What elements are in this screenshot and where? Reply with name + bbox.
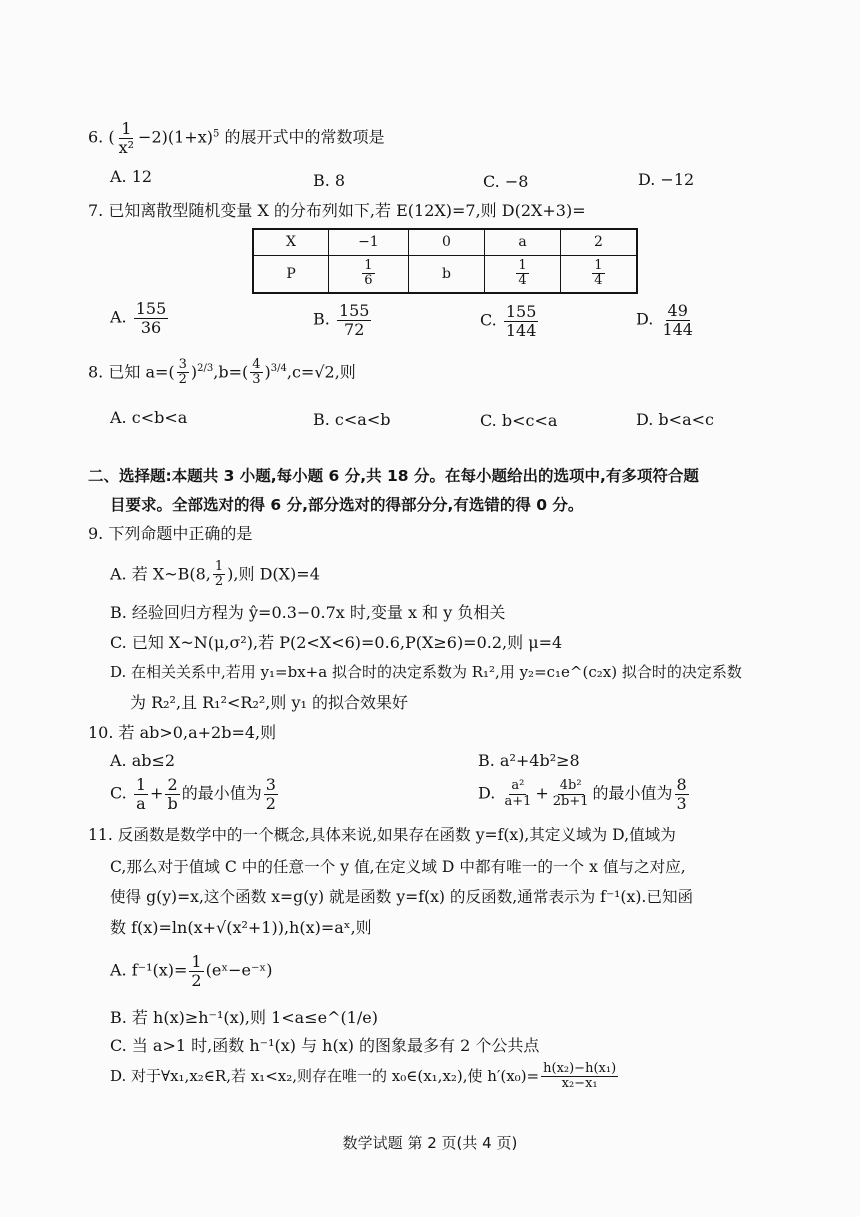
q9-option-c: C. 已知 X~N(μ,σ²),若 P(2<X<6)=0.6,P(X≥6)=0.2,则 μ=4	[110, 633, 563, 652]
q6-option-b: B. 8	[313, 171, 346, 190]
q7-option-d: D. $\frac{49}{144}$	[636, 301, 693, 339]
q9-option-b: B. 经验回归方程为 ŷ=0.3−0.7x 时,变量 x 和 y 负相关	[110, 603, 506, 622]
question-6: 6. ( $\frac{1}{\text{x²}}$ $-2)(1+x)^5$ 的展开式中的常数项是	[88, 119, 385, 157]
q6-number: 6.	[88, 127, 104, 147]
question-11-line3: 使得 g(y)=x,这个函数 x=g(y) 就是函数 y=f(x) 的反函数,通常表示为 f⁻¹(x).已知函	[110, 888, 694, 906]
q7-option-a: A. $\frac{155}{36}$	[110, 299, 167, 337]
question-9-stem: 9. 下列命题中正确的是	[88, 524, 253, 543]
q8-option-a: A. c<b<a	[110, 408, 188, 427]
q6-option-d: D. −12	[638, 170, 695, 189]
question-8: 8. 已知 a=( $\frac{3}{2}$ )$^{2/3}$,b=( $\frac{4}{3}$ )$^{3/4}$,c=√2,则	[88, 357, 356, 388]
section-2-heading-line2: 目要求。全部选对的得 6 分,部分选对的得部分分,有选错的得 0 分。	[110, 496, 584, 514]
q10-option-d: D. $\frac{\text{a²}}{a+1}$ + $\frac{\text{4b²}}{2b+1}$ 的最小值为 $\frac{8}{3}$	[478, 775, 687, 813]
q6-option-a: A. 12	[110, 167, 153, 186]
q10-option-a: A. ab≤2	[110, 751, 176, 770]
q9-option-d-line1: D. 在相关关系中,若用 y₁=bx+a 拟合时的决定系数为 R₁²,用 y₂=c₁e^(c₂x) 拟合时的决定系数	[110, 663, 742, 681]
question-11-line4: 数 f(x)=ln(x+√(x²+1)),h(x)=aˣ,则	[110, 918, 372, 937]
question-10-stem: 10. 若 ab>0,a+2b=4,则	[88, 723, 277, 742]
table-cell: 2	[560, 229, 637, 255]
table-cell: b	[408, 255, 485, 293]
distribution-table	[252, 228, 638, 294]
question-7-stem: 7. 已知离散型随机变量 X 的分布列如下,若 E(12X)=7,则 D(2X+3)=	[88, 201, 586, 220]
q8-option-b: B. c<a<b	[313, 410, 391, 429]
q8-option-d: D. b<a<c	[636, 410, 714, 429]
table-cell: 0	[408, 229, 485, 255]
q9-option-a: A. 若 X~B(8, $\frac{1}{2}$ ),则 D(X)=4	[110, 559, 320, 590]
q9-option-d-line2: 为 R₂²,且 R₁²<R₂²,则 y₁ 的拟合效果好	[130, 693, 409, 712]
table-cell: $\frac{1}{4}$	[560, 255, 637, 293]
section-2-heading-line1: 二、选择题:本题共 3 小题,每小题 6 分,共 18 分。在每小题给出的选项中,有多项符合题	[88, 467, 699, 485]
table-cell: $\frac{1}{4}$	[485, 255, 561, 293]
table-cell: P	[253, 255, 329, 293]
q11-option-a: A. f⁻¹(x)= $\frac{1}{2}$ (eˣ−e⁻ˣ)	[110, 952, 273, 990]
question-11-line1: 11. 反函数是数学中的一个概念,具体来说,如果存在函数 y=f(x),其定义域为 D,值域为	[88, 826, 676, 844]
q8-option-c: C. b<c<a	[480, 411, 558, 430]
table-row-p	[253, 255, 637, 293]
q10-option-b: B. a²+4b²≥8	[478, 751, 580, 770]
question-11-line2: C,那么对于值域 C 中的任意一个 y 值,在定义域 D 中都有唯一的一个 x 值与之对应,	[110, 858, 686, 876]
q7-option-b: B. $\frac{155}{72}$	[313, 301, 370, 339]
page-footer: 数学试题 第 2 页(共 4 页)	[342, 1134, 518, 1152]
table-cell: X	[253, 229, 329, 255]
table-cell: −1	[329, 229, 409, 255]
q11-option-c: C. 当 a>1 时,函数 h⁻¹(x) 与 h(x) 的图象最多有 2 个公共点	[110, 1036, 540, 1055]
table-cell: $\frac{1}{6}$	[329, 255, 409, 293]
q11-option-d: D. 对于∀x₁,x₂∈R,若 x₁<x₂,则存在唯一的 x₀∈(x₁,x₂),使 h′(x₀)= $\frac{\text{h(x₂)−h(x₁)}}{\text{x₂−x₁}}$	[110, 1061, 617, 1092]
q6-text: 的展开式中的常数项是	[224, 127, 385, 147]
q11-option-b: B. 若 h(x)≥h⁻¹(x),则 1<a≤e^(1/e)	[110, 1008, 379, 1027]
table-cell: a	[485, 229, 561, 255]
q6-fraction: $\frac{1}{\text{x²}}$	[118, 119, 135, 157]
q7-option-c: C. $\frac{155}{144}$	[480, 302, 537, 340]
table-row-x	[253, 229, 637, 255]
q6-option-c: C. −8	[483, 172, 529, 191]
q10-option-c: C. $\frac{1}{a}$ + $\frac{2}{b}$ 的最小值为 $\frac{3}{2}$	[110, 775, 276, 813]
